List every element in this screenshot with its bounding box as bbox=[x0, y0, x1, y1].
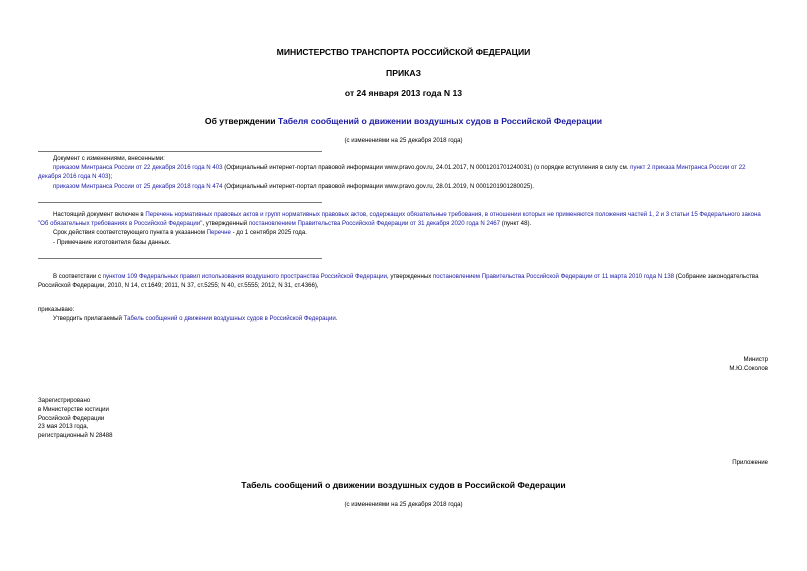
registration-line-3: Российской Федерации bbox=[38, 414, 105, 422]
divider bbox=[38, 202, 322, 203]
changes-intro: Документ с изменениями, внесенными: bbox=[53, 155, 165, 162]
note-link-list[interactable]: Перечень нормативных правовых актов и групп нормативных правовых актов, содержащих обязательные требования, в отношении которых не применяются положения частей 1, 2 и 3 статьи 15 Федерального закона "Об обязательных требованиях в Российской Федерации" bbox=[38, 211, 761, 228]
approve-link[interactable]: Табель сообщений о движении воздушных судов в Российской Федерации bbox=[123, 315, 336, 322]
divider bbox=[38, 258, 322, 259]
document-title bbox=[0, 116, 807, 126]
note-link-perechen[interactable]: Перечне bbox=[206, 229, 231, 237]
registration-line-2: в Министерстве юстиции bbox=[38, 405, 109, 413]
order-word: приказываю: bbox=[38, 306, 75, 313]
registration-line-5: регистрационный N 28488 bbox=[38, 432, 113, 440]
note-paragraph-3: - Примечание изготовителя базы данных. bbox=[53, 238, 171, 246]
preamble-block bbox=[38, 272, 768, 290]
appendix-label: Приложение bbox=[732, 459, 768, 466]
approve-text-a: Утвердить прилагаемый bbox=[53, 315, 124, 322]
change-text-2: (Официальный интернет-портал правовой информации www.pravo.gov.ru, 28.01.2019, N 0001201901280025). bbox=[222, 182, 534, 190]
title-prefix: Об утверждении bbox=[204, 116, 278, 126]
preamble-text-b: , утвержденных bbox=[386, 273, 433, 280]
title-link[interactable]: Табеля сообщений о движении воздушных судов в Российской Федерации bbox=[277, 116, 603, 126]
change-text-1: (Официальный интернет-портал правовой информации www.pravo.gov.ru, 24.01.2017, N 0001201701240031) (о порядке вступления в силу см. bbox=[222, 164, 631, 172]
changes-block bbox=[38, 154, 768, 191]
note-text-e: - до 1 сентября 2025 года. bbox=[230, 229, 307, 237]
preamble-link-decree[interactable]: постановлением Правительства Российской Федерации от 11 марта 2010 года N 138 bbox=[433, 273, 675, 280]
approve-paragraph bbox=[38, 314, 768, 323]
note-text-a: Настоящий документ включен в bbox=[53, 211, 146, 218]
note-paragraph-2 bbox=[38, 228, 768, 237]
preamble-link-rules[interactable]: пунктом 109 Федеральных правил использования воздушного пространства Российской Федерации bbox=[102, 273, 387, 280]
changes-item-2 bbox=[38, 182, 768, 191]
registration-line-1: Зарегистрировано bbox=[38, 397, 91, 404]
preamble-text-c: (Собрание законодательства Российской Федерации, 2010, N 14, ст.1649; 2011, N 37, ст.5255; N 40, ст.5555; 2012, N 31, ст.4366), bbox=[38, 273, 759, 290]
change-link-1[interactable]: приказом Минтранса России от 22 декабря 2016 года N 403 bbox=[53, 164, 223, 172]
divider bbox=[38, 151, 322, 152]
doc-type-heading: ПРИКАЗ bbox=[386, 68, 421, 78]
date-number-heading: от 24 января 2013 года N 13 bbox=[344, 88, 463, 98]
ministry-heading: МИНИСТЕРСТВО ТРАНСПОРТА РОССИЙСКОЙ ФЕДЕРАЦИИ bbox=[276, 47, 531, 57]
revision-note: (с изменениями на 25 декабря 2018 года) bbox=[344, 137, 463, 144]
registration-block bbox=[38, 397, 113, 441]
note-text-b: , утвержденный bbox=[202, 220, 249, 228]
preamble-text-a: В соответствии с bbox=[53, 273, 103, 280]
preamble-paragraph bbox=[38, 272, 768, 290]
signature-position: Министр bbox=[743, 356, 768, 363]
appendix-title: Табель сообщений о движении воздушных судов в Российской Федерации bbox=[241, 480, 566, 490]
changes-item-1 bbox=[38, 163, 768, 181]
note-paragraph-1 bbox=[38, 210, 768, 228]
change-end-1: ); bbox=[108, 173, 113, 181]
change-link-2[interactable]: приказом Минтранса России от 25 декабря 2018 года N 474 bbox=[53, 182, 223, 190]
signature-name: М.Ю.Соколов bbox=[729, 365, 768, 372]
note-text-c: (пункт 48). bbox=[500, 220, 532, 228]
note-link-decree[interactable]: постановлением Правительства Российской Федерации от 31 декабря 2020 года N 2467 bbox=[248, 220, 501, 228]
change-link-1b[interactable]: пункт 2 приказа Минтранса России от 22 декабря 2016 года N 403 bbox=[38, 164, 746, 181]
note-text-d: Срок действия соответствующего пункта в указанном bbox=[53, 229, 207, 237]
appendix-revision: (с изменениями на 25 декабря 2018 года) bbox=[344, 501, 463, 508]
approve-block bbox=[38, 314, 768, 323]
approve-text-b: . bbox=[335, 315, 338, 322]
database-note-block bbox=[38, 210, 768, 247]
registration-line-4: 23 мая 2013 года, bbox=[38, 423, 89, 431]
signature-block bbox=[729, 355, 768, 373]
